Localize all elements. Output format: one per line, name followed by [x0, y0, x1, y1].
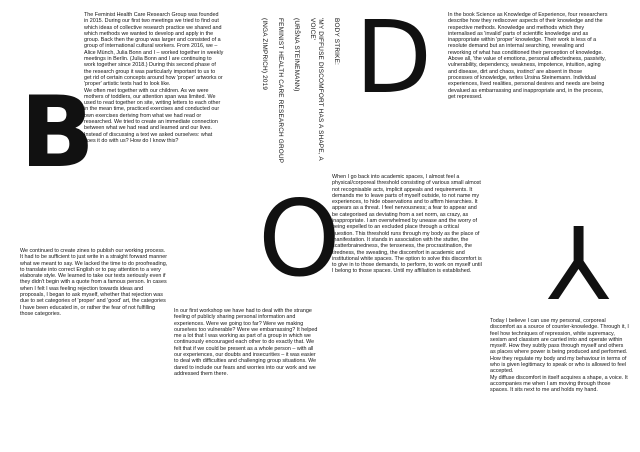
vertical-title-line-3: (URŠNA STEINEMANN) — [293, 18, 300, 92]
text-block-bottom-left: We continued to create zines to publish our working process. It had to be sufficient to just write in a straight forward manner what we meant to say. We lacked the time to do proofreading, to translate into correct English or to pay attention to a very elaborate style. We learned to take our texts seriously even if they didn't begin with a quote from a famous person. In cases when I felt I was feeling rejection towards ideas and proposals, I began to ask myself, whether that rejection was due to set categories of 'proper' and 'good' art, the categories I have been educated in, or rather the fear of not fulfilling those categories. — [20, 248, 168, 317]
letter-d: D — [355, 0, 433, 116]
letter-y-inverted: Y — [548, 202, 610, 319]
vertical-title — [261, 18, 348, 178]
vertical-title-line-4: FEMINIST HEALTH CARE RESEARCH GROUP — [277, 18, 284, 164]
vertical-title-line-2: 'MY DIFFUSE DISCOMFORT HAS A SHAPE, A VOICE' — [309, 18, 324, 161]
text-block-bottom-center: In our first workshop we have had to deal with the strange feeling of publicly sharing personal information and experiences. Were we going too far? Were we making ourselves too vulnerable? Were we embarrassing? It helped me a lot that I was working as part of a group in which we continuously encouraged each other to do exactly that. We felt that if we could be present as a whole person – with all our experiences, our doubts and insecurities – it was easier to deal with difficulties and challenging group situations. We dared to include our fears and worries into our work and we addressed them there. — [174, 308, 318, 377]
letter-o: O — [258, 178, 341, 300]
text-block-middle: When I go back into academic spaces, I almost feel a physical/corporeal threshold consisting of various small almost not recognisable acts, implicit appeals and requirements. It demands me to leave parts of myself outside, to not name my experiences, to hide observations and to affirm hierarchies. It appears as a threat. I feel nervousness; a fear to appear and be categorised as deviating from a set norm, as crazy, as inappropriate. I am overwhelmed by unease and the worry of being expelled to an excluded place through a critical question. This threshold runs through my body as the place of manifestation. It stands in association with the stutter, the scatterbrainedness, the tenseness, the procrastination, the tiredness, the sweating, the discomfort in academic and institutional white spaces. The option to solve this discomfort is to give in to those demands, to perform, to work on myself until I belong to those spaces. Until my affiliation is established. — [332, 174, 482, 275]
vertical-title-line-1: BODY STRIKE: — [333, 18, 340, 66]
vertical-title-line-5: (INGA ZIMPRICH) 2019 — [261, 18, 268, 91]
text-block-bottom-right: Today I believe I can use my personal, corporeal discomfort as a source of counter-knowledge. Through it, I feel how techniques of repression, white supremacy, sexism and classism are carried into and operate within myself. How they subtly pass through myself and others as places where power is being produced and performed. How they regulate my body and my behaviour in terms of who is given legitimacy to speak or who is allowed to feel accepted. My diffuse discomfort in itself acquires a shape, a voice. It accompanies me when I am moving through those spaces. It sits next to me and holds my hand. — [490, 318, 629, 394]
text-block-top-left: The Feminist Health Care Research Group was founded in 2015. During our first two meetings we tried to find out which ideas of collective research practice we shared and which methods we wanted to develop and apply in the group. Back then the group was larger and consisted of a group of international cultural workers. From 2016, we – Alice Münch, Julia Bonn and I – worked together in weekly meetings in Berlin. (Julia Bonn and I are continuing to work together since 2018.) During this second phase of the research group it was particularly important to us to get rid of certain concepts around how 'proper' artworks or 'proper' artistic texts had to look like. We often met together with our children. As we were mothers of toddlers, our attention span was limited. We used to read together on site, writing letters to each other in the mean time, practiced exercises and conducted our own exercises deriving from what we had read or researched. We tried to create an immediate connection between what we had read and learned and our lives. Instead of discussing a text we asked ourselves: what does it do with us? How do I know this? — [84, 12, 224, 144]
letter-b: B — [20, 76, 95, 190]
text-block-top-right: In the book Science as Knowledge of Experience, four researchers describe how they rediscover aspects of their knowledge and the respective methods. Knowledge and methods which they internalised as 'invalid' parts of scientific knowledge and as inappropriate within 'proper' knowledge. Their work is less of a resolute demand but an internal searching, revealing and reworking of what has conditioned their perception of knowledge. Above all, 'the value of emotions, personal affectedness, passivity, vulnerability, dependency, weakness, impotence, intuition, aging and disease, dirt and chaos, instinct' are absent in those processes of knowledge, writes Ursina Steinemann. Individual experiences, lived realities, personal desires and needs are being devalued as embarrassing and inappropriate and, in the process, get repressed. — [448, 12, 608, 100]
